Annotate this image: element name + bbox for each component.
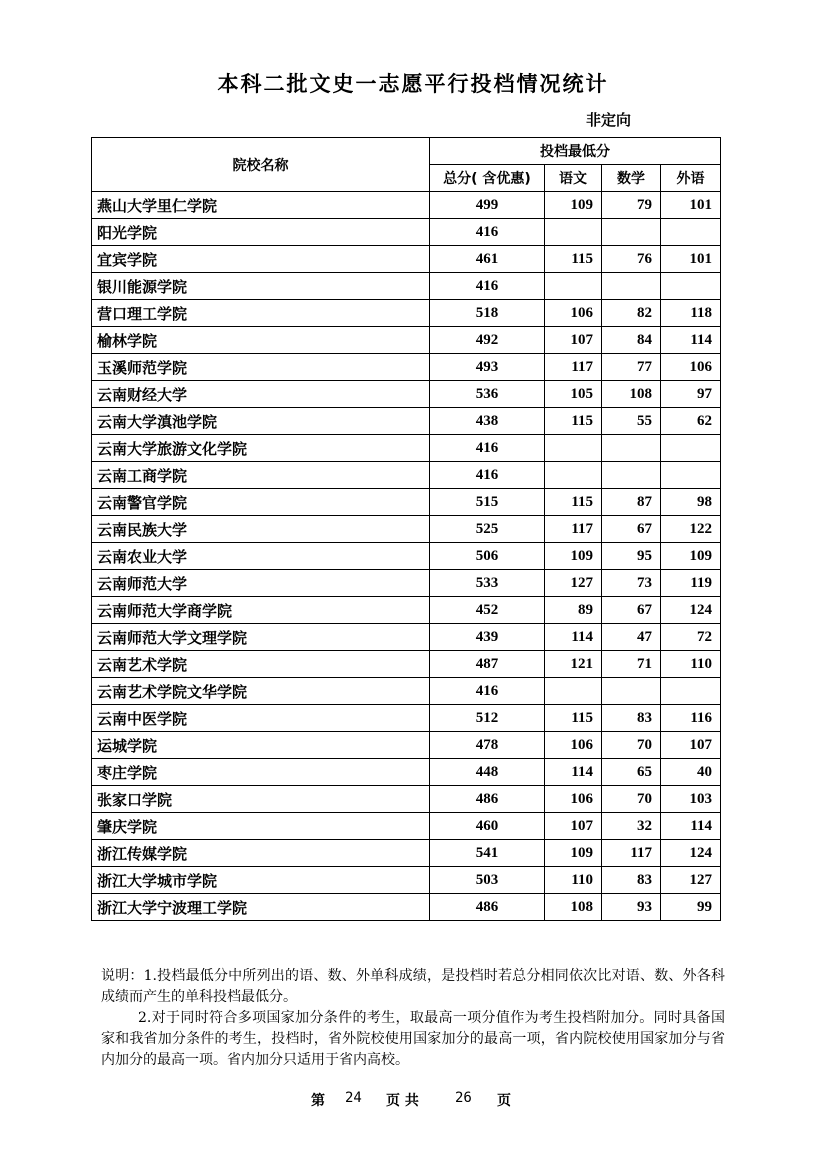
english-score-cell: 116 xyxy=(661,705,721,732)
total-score-cell: 533 xyxy=(430,570,545,597)
chinese-score-cell: 117 xyxy=(545,516,602,543)
math-score-cell: 77 xyxy=(602,354,661,381)
school-name-cell: 云南农业大学 xyxy=(92,543,430,570)
english-score-cell: 110 xyxy=(661,651,721,678)
school-name-cell: 云南警官学院 xyxy=(92,489,430,516)
total-score-cell: 460 xyxy=(430,813,545,840)
english-score-cell: 62 xyxy=(661,408,721,435)
table-row xyxy=(92,300,721,327)
table-row xyxy=(92,813,721,840)
chinese-score-cell: 109 xyxy=(545,192,602,219)
chinese-score-cell xyxy=(545,435,602,462)
chinese-score-cell: 106 xyxy=(545,732,602,759)
table-row xyxy=(92,894,721,921)
math-score-cell: 93 xyxy=(602,894,661,921)
table-row xyxy=(92,462,721,489)
score-table xyxy=(91,137,721,921)
english-score-cell: 101 xyxy=(661,246,721,273)
school-name-cell: 云南中医学院 xyxy=(92,705,430,732)
total-score-cell: 416 xyxy=(430,678,545,705)
math-score-cell xyxy=(602,678,661,705)
school-name-cell: 云南民族大学 xyxy=(92,516,430,543)
math-score-cell: 84 xyxy=(602,327,661,354)
school-name-cell: 云南师范大学 xyxy=(92,570,430,597)
chinese-score-cell: 121 xyxy=(545,651,602,678)
english-score-cell: 109 xyxy=(661,543,721,570)
chinese-score-cell: 127 xyxy=(545,570,602,597)
chinese-score-cell: 115 xyxy=(545,246,602,273)
table-row xyxy=(92,597,721,624)
footer-page-total-label: 页 共 xyxy=(386,1093,419,1109)
english-score-cell: 122 xyxy=(661,516,721,543)
math-score-cell xyxy=(602,435,661,462)
total-score-cell: 486 xyxy=(430,786,545,813)
school-name-cell: 云南工商学院 xyxy=(92,462,430,489)
chinese-score-cell: 106 xyxy=(545,300,602,327)
footer-page-number: 24 xyxy=(345,1090,362,1106)
english-score-cell: 106 xyxy=(661,354,721,381)
header-min-score: 投档最低分 xyxy=(430,138,721,165)
header-total: 总分( 含优惠) xyxy=(430,165,545,192)
school-name-cell: 营口理工学院 xyxy=(92,300,430,327)
school-name-cell: 云南师范大学商学院 xyxy=(92,597,430,624)
school-name-cell: 浙江大学宁波理工学院 xyxy=(92,894,430,921)
table-row xyxy=(92,867,721,894)
table-row xyxy=(92,219,721,246)
chinese-score-cell: 109 xyxy=(545,543,602,570)
english-score-cell: 107 xyxy=(661,732,721,759)
english-score-cell: 101 xyxy=(661,192,721,219)
total-score-cell: 487 xyxy=(430,651,545,678)
total-score-cell: 439 xyxy=(430,624,545,651)
table-row xyxy=(92,759,721,786)
english-score-cell xyxy=(661,435,721,462)
english-score-cell: 114 xyxy=(661,813,721,840)
table-row xyxy=(92,840,721,867)
table-row xyxy=(92,327,721,354)
math-score-cell: 32 xyxy=(602,813,661,840)
math-score-cell: 71 xyxy=(602,651,661,678)
chinese-score-cell: 108 xyxy=(545,894,602,921)
school-name-cell: 云南大学滇池学院 xyxy=(92,408,430,435)
math-score-cell: 79 xyxy=(602,192,661,219)
school-name-cell: 云南师范大学文理学院 xyxy=(92,624,430,651)
table-row xyxy=(92,489,721,516)
chinese-score-cell: 89 xyxy=(545,597,602,624)
total-score-cell: 499 xyxy=(430,192,545,219)
total-score-cell: 515 xyxy=(430,489,545,516)
math-score-cell: 73 xyxy=(602,570,661,597)
table-row xyxy=(92,408,721,435)
english-score-cell xyxy=(661,219,721,246)
table-row xyxy=(92,246,721,273)
school-name-cell: 枣庄学院 xyxy=(92,759,430,786)
math-score-cell: 65 xyxy=(602,759,661,786)
math-score-cell: 67 xyxy=(602,516,661,543)
math-score-cell: 47 xyxy=(602,624,661,651)
english-score-cell: 103 xyxy=(661,786,721,813)
chinese-score-cell: 106 xyxy=(545,786,602,813)
table-row xyxy=(92,732,721,759)
school-name-cell: 张家口学院 xyxy=(92,786,430,813)
english-score-cell: 97 xyxy=(661,381,721,408)
total-score-cell: 512 xyxy=(430,705,545,732)
chinese-score-cell: 109 xyxy=(545,840,602,867)
table-body xyxy=(92,192,721,921)
header-chinese: 语文 xyxy=(545,165,602,192)
math-score-cell xyxy=(602,219,661,246)
footer-total-pages: 26 xyxy=(455,1090,472,1106)
total-score-cell: 541 xyxy=(430,840,545,867)
math-score-cell: 83 xyxy=(602,705,661,732)
chinese-score-cell: 107 xyxy=(545,813,602,840)
header-school: 院校名称 xyxy=(92,138,430,192)
math-score-cell: 55 xyxy=(602,408,661,435)
subtitle-non-directional: 非定向 xyxy=(586,111,632,129)
chinese-score-cell: 115 xyxy=(545,705,602,732)
chinese-score-cell xyxy=(545,462,602,489)
table-row xyxy=(92,192,721,219)
school-name-cell: 玉溪师范学院 xyxy=(92,354,430,381)
header-math: 数学 xyxy=(602,165,661,192)
math-score-cell: 95 xyxy=(602,543,661,570)
english-score-cell: 124 xyxy=(661,597,721,624)
chinese-score-cell: 110 xyxy=(545,867,602,894)
school-name-cell: 榆林学院 xyxy=(92,327,430,354)
total-score-cell: 486 xyxy=(430,894,545,921)
school-name-cell: 云南艺术学院文华学院 xyxy=(92,678,430,705)
table-row xyxy=(92,354,721,381)
table-row xyxy=(92,273,721,300)
chinese-score-cell xyxy=(545,678,602,705)
english-score-cell xyxy=(661,462,721,489)
table-row xyxy=(92,381,721,408)
english-score-cell: 40 xyxy=(661,759,721,786)
school-name-cell: 运城学院 xyxy=(92,732,430,759)
english-score-cell: 119 xyxy=(661,570,721,597)
chinese-score-cell: 114 xyxy=(545,759,602,786)
total-score-cell: 518 xyxy=(430,300,545,327)
total-score-cell: 461 xyxy=(430,246,545,273)
total-score-cell: 416 xyxy=(430,462,545,489)
table-row xyxy=(92,705,721,732)
notes xyxy=(101,966,725,1071)
total-score-cell: 536 xyxy=(430,381,545,408)
total-score-cell: 452 xyxy=(430,597,545,624)
total-score-cell: 525 xyxy=(430,516,545,543)
english-score-cell: 124 xyxy=(661,840,721,867)
english-score-cell xyxy=(661,273,721,300)
math-score-cell: 70 xyxy=(602,732,661,759)
total-score-cell: 506 xyxy=(430,543,545,570)
math-score-cell: 70 xyxy=(602,786,661,813)
english-score-cell xyxy=(661,678,721,705)
note-2: 2.对于同时符合多项国家加分条件的考生，取最高一项分值作为考生投档附加分。同时具备国家和我省加分条件的考生，投档时，省外院校使用国家加分的最高一项，省内院校使用国家加分与省内加分的最高一项。省内加分只适用于省内高校。 xyxy=(101,1010,725,1068)
page-title: 本科二批文史一志愿平行投档情况统计 xyxy=(217,72,609,96)
table-row xyxy=(92,651,721,678)
table-row xyxy=(92,786,721,813)
chinese-score-cell xyxy=(545,219,602,246)
school-name-cell: 云南财经大学 xyxy=(92,381,430,408)
total-score-cell: 448 xyxy=(430,759,545,786)
total-score-cell: 478 xyxy=(430,732,545,759)
english-score-cell: 114 xyxy=(661,327,721,354)
school-name-cell: 宜宾学院 xyxy=(92,246,430,273)
chinese-score-cell xyxy=(545,273,602,300)
table-row xyxy=(92,678,721,705)
chinese-score-cell: 105 xyxy=(545,381,602,408)
chinese-score-cell: 117 xyxy=(545,354,602,381)
math-score-cell: 76 xyxy=(602,246,661,273)
total-score-cell: 416 xyxy=(430,435,545,462)
table-row xyxy=(92,624,721,651)
school-name-cell: 云南艺术学院 xyxy=(92,651,430,678)
chinese-score-cell: 107 xyxy=(545,327,602,354)
note-1: 说明：1.投档最低分中所列出的语、数、外单科成绩，是投档时若总分相同依次比对语、数、外各科成绩而产生的单科投档最低分。 xyxy=(101,968,725,1005)
math-score-cell: 117 xyxy=(602,840,661,867)
english-score-cell: 118 xyxy=(661,300,721,327)
total-score-cell: 416 xyxy=(430,273,545,300)
school-name-cell: 浙江传媒学院 xyxy=(92,840,430,867)
school-name-cell: 肇庆学院 xyxy=(92,813,430,840)
english-score-cell: 99 xyxy=(661,894,721,921)
table-row xyxy=(92,516,721,543)
math-score-cell: 82 xyxy=(602,300,661,327)
total-score-cell: 492 xyxy=(430,327,545,354)
chinese-score-cell: 115 xyxy=(545,489,602,516)
english-score-cell: 127 xyxy=(661,867,721,894)
school-name-cell: 云南大学旅游文化学院 xyxy=(92,435,430,462)
footer-di: 第 xyxy=(311,1093,325,1109)
math-score-cell: 108 xyxy=(602,381,661,408)
chinese-score-cell: 114 xyxy=(545,624,602,651)
total-score-cell: 503 xyxy=(430,867,545,894)
math-score-cell: 87 xyxy=(602,489,661,516)
school-name-cell: 燕山大学里仁学院 xyxy=(92,192,430,219)
table-row xyxy=(92,570,721,597)
chinese-score-cell: 115 xyxy=(545,408,602,435)
english-score-cell: 98 xyxy=(661,489,721,516)
school-name-cell: 阳光学院 xyxy=(92,219,430,246)
math-score-cell: 67 xyxy=(602,597,661,624)
table-row xyxy=(92,543,721,570)
table-row xyxy=(92,435,721,462)
header-english: 外语 xyxy=(661,165,721,192)
footer-ye: 页 xyxy=(497,1093,511,1109)
total-score-cell: 416 xyxy=(430,219,545,246)
total-score-cell: 493 xyxy=(430,354,545,381)
total-score-cell: 438 xyxy=(430,408,545,435)
english-score-cell: 72 xyxy=(661,624,721,651)
math-score-cell xyxy=(602,273,661,300)
math-score-cell: 83 xyxy=(602,867,661,894)
school-name-cell: 浙江大学城市学院 xyxy=(92,867,430,894)
school-name-cell: 银川能源学院 xyxy=(92,273,430,300)
math-score-cell xyxy=(602,462,661,489)
